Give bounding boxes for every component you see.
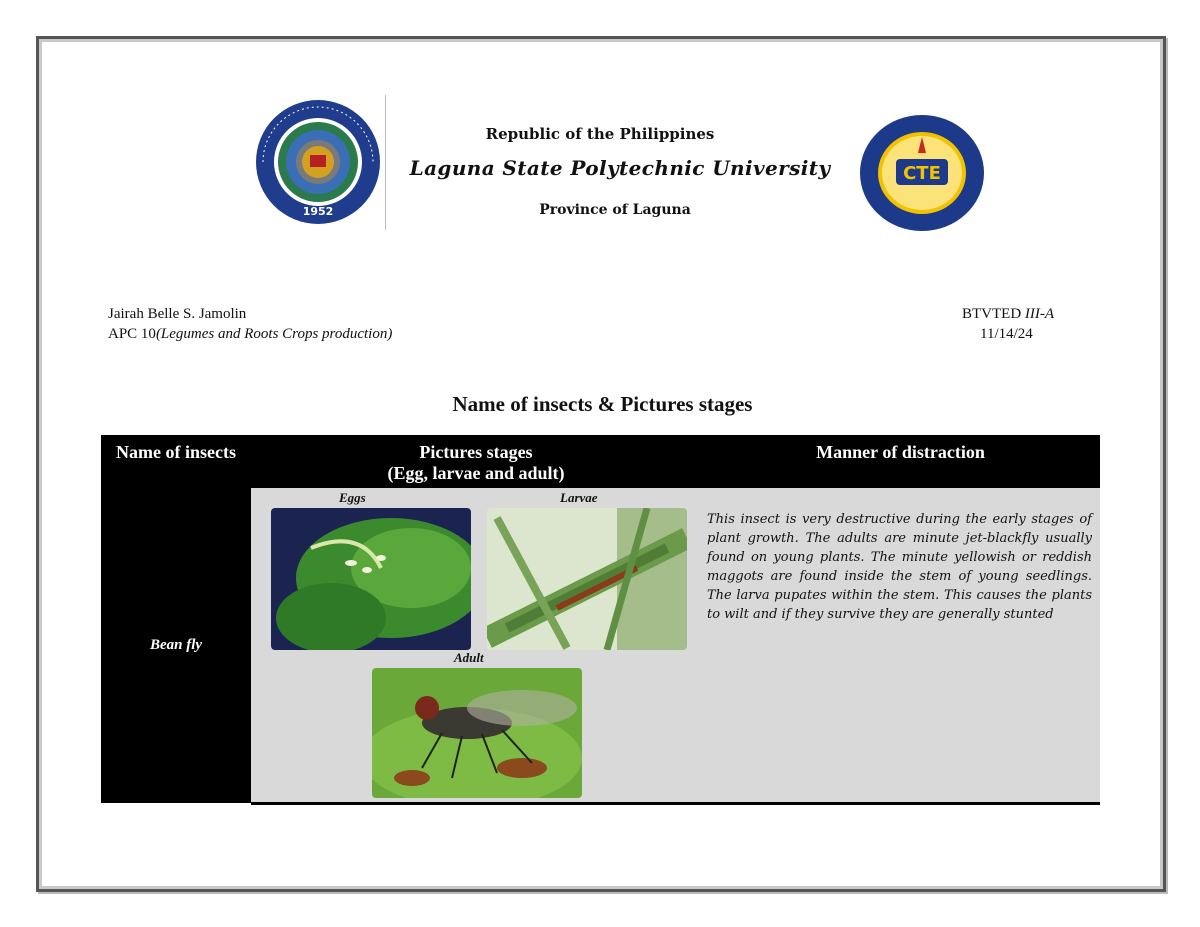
stage-pictures [251,488,701,803]
section-suffix: III-A [1024,306,1055,322]
university-name: Laguna State Polytechnic University [409,156,831,180]
header-pictures-line2: (Egg, larvae and adult) [387,463,565,483]
student-info [108,304,392,344]
adult-photo [372,668,582,798]
table-row [101,488,1100,803]
insect-name: Bean fly [101,488,251,803]
cte-mark: CTE [903,163,941,184]
larvae-photo [487,508,687,650]
eggs-photo [271,508,471,650]
date-text: 11/14/24 [980,326,1033,342]
republic-line: Republic of the Philippines [485,125,715,143]
insect-table [101,435,1100,805]
course-line [108,324,392,344]
cte-seal-logo [858,113,986,233]
course-name: (Legumes and Roots Crops production) [155,326,393,342]
student-name: Jairah Belle S. Jamolin [108,306,247,322]
header-pictures-stages [251,435,701,488]
caption-eggs: Eggs [339,490,366,505]
header-pictures-line1: Pictures stages [419,442,533,462]
course-code: APC 10 [108,326,156,342]
caption-adult: Adult [454,650,484,665]
manner-of-destruction [701,488,1100,803]
table-header-row [101,435,1100,488]
letterhead [0,0,1200,260]
caption-larvae: Larvae [560,490,598,505]
section-info [962,304,1054,344]
document-title: Name of insects & Pictures stages [452,392,753,416]
section-line [962,304,1054,324]
header-name-of-insects: Name of insects [101,435,251,488]
section-prefix: BTVTED [962,306,1025,322]
description-text: This insect is very destructive during the early stages of plant growth. The adults are minute jet-blackfly usually found on young plants. The minute yellowish or reddish maggots are found inside the stem of young seedlings. The larva pupates within the stem. This causes the plants to wilt and if they survive they are generally stunted [707,512,1092,622]
logo-year: 1952 [302,205,334,218]
province-line: Province of Laguna [539,202,691,218]
header-manner: Manner of distraction [701,435,1100,488]
